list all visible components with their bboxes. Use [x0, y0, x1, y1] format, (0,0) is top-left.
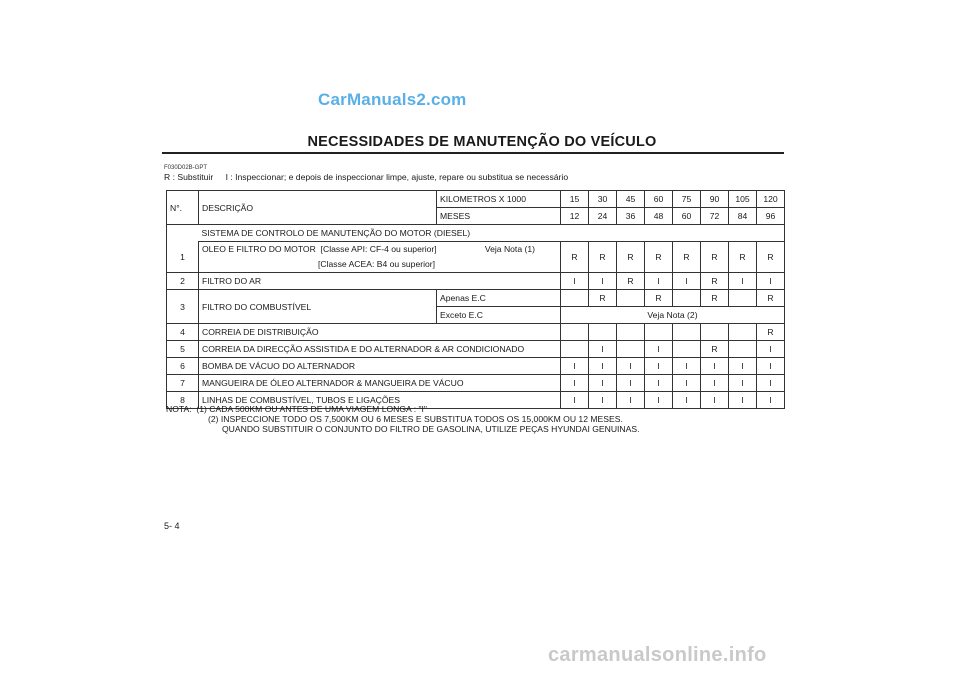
value-cell: I — [645, 375, 673, 392]
km-label: KILOMETROS X 1000 — [437, 191, 561, 208]
km-cell: 60 — [645, 191, 673, 208]
value-cell: I — [561, 375, 589, 392]
row-description: FILTRO DO AR — [199, 273, 561, 290]
value-cell: I — [617, 375, 645, 392]
value-cell: I — [729, 273, 757, 290]
legend-inspect: I : Inspeccionar; e depois de inspeccionar limpe, ajuste, repare ou substitua se necessário — [225, 172, 569, 182]
value-cell: R — [589, 242, 617, 273]
km-cell: 120 — [757, 191, 785, 208]
value-cell: R — [757, 324, 785, 341]
months-label: MESES — [437, 208, 561, 225]
row-description: LINHAS DE COMBUSTÍVEL, TUBOS E LIGAÇÕES — [199, 392, 561, 409]
value-cell: I — [589, 273, 617, 290]
value-cell: I — [701, 392, 729, 409]
note-2-continued: QUANDO SUBSTITUIR O CONJUNTO DO FILTRO DE GASOLINA, UTILIZE PEÇAS HYUNDAI GENUINAS. — [222, 424, 640, 434]
row-number: 2 — [167, 273, 199, 290]
title-rule — [162, 152, 784, 154]
row-number: 5 — [167, 341, 199, 358]
value-cell: I — [589, 392, 617, 409]
value-cell: R — [701, 273, 729, 290]
row1-spec1: [Classe API: CF-4 ou superior] — [320, 244, 437, 254]
no-header: N°. — [167, 191, 199, 225]
value-cell: R — [617, 242, 645, 273]
row-number: 6 — [167, 358, 199, 375]
value-cell: I — [673, 392, 701, 409]
row3-sub-a: Apenas E.C — [437, 290, 561, 307]
value-cell: I — [729, 375, 757, 392]
table-row — [167, 290, 785, 307]
description-header: DESCRIÇÃO — [199, 191, 437, 225]
row-number: 4 — [167, 324, 199, 341]
value-cell: R — [645, 290, 673, 307]
value-cell — [645, 324, 673, 341]
value-cell — [729, 341, 757, 358]
row-description: MANGUEIRA DE ÓLEO ALTERNADOR & MANGUEIRA DE VÁCUO — [199, 375, 561, 392]
row-description: BOMBA DE VÁCUO DO ALTERNADOR — [199, 358, 561, 375]
value-cell — [673, 324, 701, 341]
value-cell: I — [617, 392, 645, 409]
months-cell: 60 — [673, 208, 701, 225]
months-cell: 24 — [589, 208, 617, 225]
months-cell: 96 — [757, 208, 785, 225]
row1-name: OLEO E FILTRO DO MOTOR — [202, 244, 316, 254]
table-row — [167, 358, 785, 375]
km-cell: 30 — [589, 191, 617, 208]
row-description: CORREIA DE DISTRIBUIÇÃO — [199, 324, 561, 341]
table-row — [167, 242, 785, 273]
row-description — [199, 242, 561, 273]
legend — [164, 172, 578, 182]
value-cell: I — [617, 358, 645, 375]
value-cell: I — [561, 392, 589, 409]
row3-note: Veja Nota (2) — [561, 307, 785, 324]
document-code: F030D02B-GPT — [164, 165, 208, 171]
row1-spec2: [Classe ACEA: B4 ou superior] — [318, 259, 436, 269]
header-row-km — [167, 191, 785, 208]
value-cell: I — [645, 358, 673, 375]
km-cell: 15 — [561, 191, 589, 208]
value-cell — [589, 324, 617, 341]
value-cell: I — [701, 358, 729, 375]
value-cell: R — [589, 290, 617, 307]
maintenance-schedule-table — [166, 190, 785, 409]
value-cell: R — [561, 242, 589, 273]
value-cell: R — [701, 341, 729, 358]
table-row — [167, 341, 785, 358]
value-cell: I — [645, 273, 673, 290]
value-cell: I — [561, 358, 589, 375]
value-cell — [561, 290, 589, 307]
value-cell: R — [701, 290, 729, 307]
row-number: 8 — [167, 392, 199, 409]
value-cell: I — [701, 375, 729, 392]
note-2: (2) INSPECCIONE TODO OS 7,500KM OU 6 MESES E SUBSTITUA TODOS OS 15,000KM OU 12 MESES. — [208, 414, 623, 424]
value-cell: I — [757, 375, 785, 392]
row-number: 7 — [167, 375, 199, 392]
value-cell — [701, 324, 729, 341]
row-description: CORREIA DA DIRECÇÃO ASSISTIDA E DO ALTERNADOR & AR CONDICIONADO — [199, 341, 561, 358]
months-cell: 12 — [561, 208, 589, 225]
km-cell: 45 — [617, 191, 645, 208]
value-cell: I — [589, 375, 617, 392]
table-row — [167, 273, 785, 290]
value-cell: R — [673, 242, 701, 273]
watermark-carmanualsonline: carmanualsonline.info — [548, 644, 767, 666]
row3-sub-b: Exceto E.C — [437, 307, 561, 324]
page-title: NECESSIDADES DE MANUTENÇÃO DO VEÍCULO — [307, 134, 657, 150]
value-cell: I — [673, 375, 701, 392]
value-cell — [729, 324, 757, 341]
value-cell: I — [589, 341, 617, 358]
value-cell: I — [729, 392, 757, 409]
row-description: FILTRO DO COMBUSTÍVEL — [199, 290, 437, 324]
value-cell: I — [729, 358, 757, 375]
row-number: 1 — [167, 242, 199, 273]
value-cell: R — [645, 242, 673, 273]
months-cell: 84 — [729, 208, 757, 225]
value-cell: I — [757, 358, 785, 375]
value-cell — [561, 341, 589, 358]
value-cell: R — [757, 242, 785, 273]
section-row — [167, 225, 785, 242]
value-cell: R — [757, 290, 785, 307]
legend-replace: R : Substituir — [164, 172, 214, 182]
note-1: (1) CADA 500KM OU ANTES DE UMA VIAGEM LONGA : "I" — [196, 404, 427, 414]
no-cell — [167, 225, 199, 242]
km-cell: 90 — [701, 191, 729, 208]
value-cell: I — [561, 273, 589, 290]
row1-note: Veja Nota (1) — [484, 244, 535, 254]
value-cell: R — [617, 273, 645, 290]
value-cell: R — [701, 242, 729, 273]
value-cell — [729, 290, 757, 307]
notes-label: NOTA: — [166, 404, 192, 414]
value-cell: I — [673, 358, 701, 375]
value-cell: I — [645, 341, 673, 358]
value-cell: R — [729, 242, 757, 273]
value-cell: I — [757, 273, 785, 290]
value-cell: I — [589, 358, 617, 375]
value-cell: I — [757, 341, 785, 358]
months-cell: 48 — [645, 208, 673, 225]
km-cell: 75 — [673, 191, 701, 208]
value-cell: I — [673, 273, 701, 290]
table-row — [167, 375, 785, 392]
value-cell: I — [757, 392, 785, 409]
watermark-carmanuals2: CarManuals2.com — [318, 90, 467, 109]
notes — [166, 404, 640, 434]
row-number: 3 — [167, 290, 199, 324]
table-row — [167, 324, 785, 341]
value-cell: I — [645, 392, 673, 409]
km-cell: 105 — [729, 191, 757, 208]
value-cell — [617, 324, 645, 341]
value-cell — [617, 341, 645, 358]
value-cell — [673, 290, 701, 307]
page-number: 5- 4 — [164, 521, 180, 531]
months-cell: 72 — [701, 208, 729, 225]
months-cell: 36 — [617, 208, 645, 225]
section-title: SISTEMA DE CONTROLO DE MANUTENÇÃO DO MOTOR (DIESEL) — [199, 225, 785, 242]
value-cell — [673, 341, 701, 358]
value-cell — [561, 324, 589, 341]
value-cell — [617, 290, 645, 307]
